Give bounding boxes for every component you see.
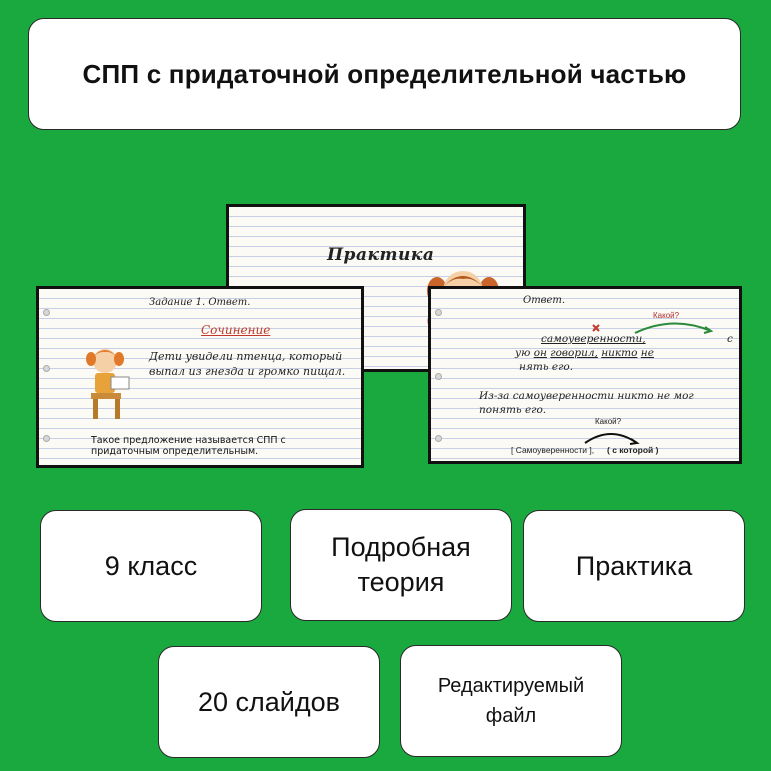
grade-text: 9 класс [104,550,198,581]
slide-preview-task [36,286,364,468]
arrow-question-2 [581,427,641,445]
answer-s: с [727,333,733,345]
answer-line-2: ую он говорил, никто не [515,347,654,359]
slides-text: 20 слайдов [197,686,340,717]
theory-text: Подробная теория [331,531,471,597]
slide-preview-answer [428,286,742,464]
practice-badge [523,510,745,622]
cross-mark-icon [591,323,601,333]
answer-word: самоуверенности, [541,333,646,345]
answer-sentence: Из-за самоуверенности никто не мог понять его. [479,390,694,416]
task-heading: Задание 1. Ответ. [149,297,251,308]
title-text: СПП с придаточной определительной частью [82,58,687,89]
slides-count-badge [158,646,380,758]
question-label-2: Какой? [595,417,622,426]
scheme-main-clause: [ Самоуверенности ], [511,445,595,455]
scheme-subordinate-clause: ( с которой ) [607,445,659,455]
answer-line-3: нять его. [519,361,574,373]
slide-practice-title: Практика [327,245,435,265]
page-title [28,18,741,130]
essay-text: Дети увидели птенца, который выпал из гнезда и громко пищал. [149,350,346,378]
boy-illustration [77,343,137,423]
notebook-holes [435,289,443,461]
conclusion-text: Такое предложение называется СПП с придаточным определительным. [91,435,286,457]
grade-badge [40,510,262,622]
question-label: Какой? [653,311,680,320]
practice-text: Практика [575,550,693,581]
editable-text: Редактируемый файл [437,675,585,727]
essay-heading: Сочинение [201,323,271,337]
editable-file-badge [400,645,622,757]
notebook-holes [43,289,51,465]
theory-badge [290,509,512,621]
answer-heading: Ответ. [523,295,566,306]
